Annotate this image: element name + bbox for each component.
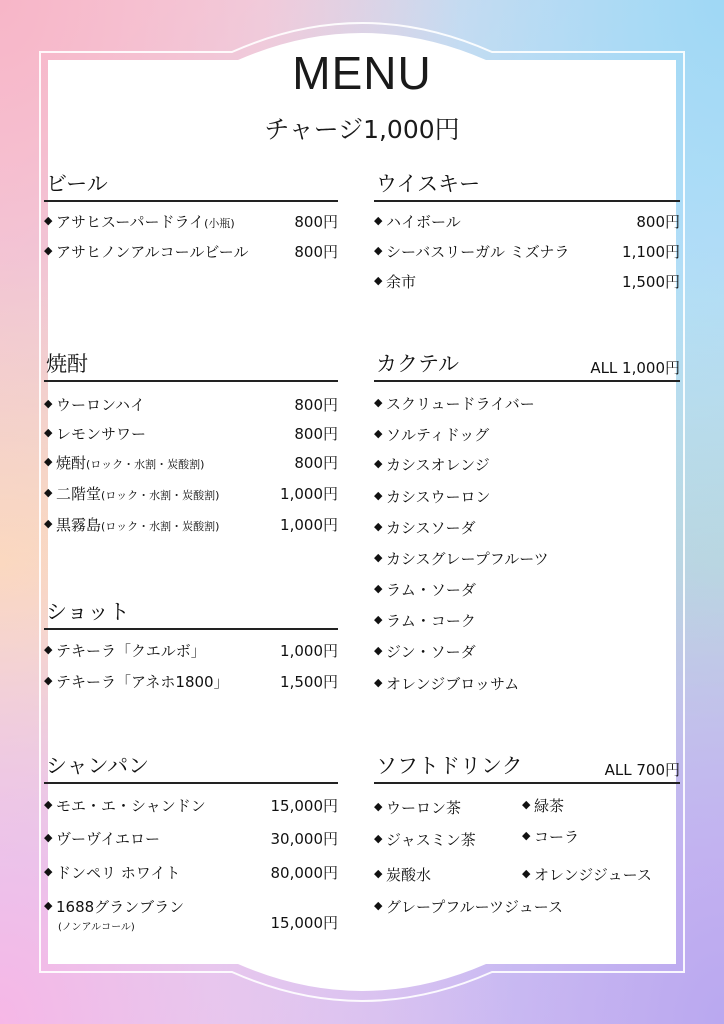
item-price: 1,000円 bbox=[280, 516, 338, 534]
section-header bbox=[374, 166, 680, 202]
item-price: 800円 bbox=[294, 425, 338, 443]
section-title: ウイスキー bbox=[376, 172, 481, 196]
item-name: ドンペリ ホワイト bbox=[56, 864, 181, 882]
section-whisky bbox=[374, 166, 680, 306]
section-header bbox=[44, 748, 338, 784]
list-item bbox=[374, 797, 514, 821]
bullet-icon: ◆ bbox=[44, 643, 53, 656]
item-price: 800円 bbox=[294, 396, 338, 414]
list-item bbox=[374, 454, 680, 478]
item-price: 1,500円 bbox=[280, 673, 338, 691]
list-item bbox=[522, 826, 672, 850]
list-item bbox=[374, 673, 680, 697]
list-item bbox=[374, 517, 680, 541]
item-price: 800円 bbox=[636, 213, 680, 231]
bullet-icon: ◆ bbox=[44, 865, 53, 878]
list-item bbox=[374, 211, 680, 235]
section-champagne bbox=[44, 748, 338, 938]
section-price-note: ALL 1,000円 bbox=[590, 359, 680, 377]
list-item bbox=[44, 452, 338, 476]
section-title: ビール bbox=[46, 172, 108, 196]
item-name: ハイボール bbox=[386, 213, 461, 231]
section-title: 焼酎 bbox=[46, 352, 88, 376]
item-name: テキーラ「クエルボ」 bbox=[56, 642, 206, 660]
item-name: 1688グランブラン bbox=[56, 898, 185, 916]
bullet-icon: ◆ bbox=[44, 455, 53, 468]
item-name: アサヒスーパードライ(小瓶) bbox=[56, 213, 235, 231]
bullet-icon: ◆ bbox=[44, 244, 53, 257]
list-item bbox=[374, 829, 514, 853]
item-name: ジャスミン茶 bbox=[386, 831, 476, 849]
item-name: カシスウーロン bbox=[386, 488, 491, 506]
list-item bbox=[374, 271, 680, 295]
bullet-icon: ◆ bbox=[522, 867, 531, 880]
bullet-icon: ◆ bbox=[522, 798, 531, 811]
item-price: 800円 bbox=[294, 213, 338, 231]
item-subnote: (ノンアルコール) bbox=[58, 922, 135, 933]
item-name: カシスグレープフルーツ bbox=[386, 550, 549, 568]
bullet-icon: ◆ bbox=[374, 613, 383, 626]
section-header bbox=[374, 346, 680, 382]
item-name: オレンジブロッサム bbox=[386, 675, 520, 693]
list-item bbox=[374, 486, 680, 510]
list-item bbox=[44, 483, 338, 507]
bullet-icon: ◆ bbox=[374, 427, 383, 440]
item-name: ウーロン茶 bbox=[386, 799, 462, 817]
item-price: 15,000円 bbox=[270, 914, 338, 932]
section-title: ソフトドリンク bbox=[376, 754, 523, 778]
bullet-icon: ◆ bbox=[374, 676, 383, 689]
bullet-icon: ◆ bbox=[374, 489, 383, 502]
list-item bbox=[374, 424, 680, 448]
list-item bbox=[44, 671, 338, 695]
list-item bbox=[44, 862, 338, 886]
item-name: ソルティドッグ bbox=[386, 426, 490, 444]
section-title: ショット bbox=[46, 600, 130, 624]
list-item bbox=[44, 795, 338, 819]
bullet-icon: ◆ bbox=[374, 214, 383, 227]
bullet-icon: ◆ bbox=[374, 582, 383, 595]
section-header bbox=[44, 594, 338, 630]
list-item bbox=[44, 514, 338, 538]
section-cocktail bbox=[374, 346, 680, 706]
bullet-icon: ◆ bbox=[44, 397, 53, 410]
item-price: 80,000円 bbox=[270, 864, 338, 882]
list-item bbox=[44, 211, 338, 235]
item-name: テキーラ「アネホ1800」 bbox=[56, 673, 229, 691]
item-name: シーバスリーガル ミズナラ bbox=[386, 243, 570, 261]
item-price: 1,100円 bbox=[622, 243, 680, 261]
item-name: 焼酎(ロック・水割・炭酸割) bbox=[56, 454, 205, 472]
item-name: ラム・ソーダ bbox=[386, 581, 476, 599]
section-price-note: ALL 700円 bbox=[604, 761, 680, 779]
section-header bbox=[44, 166, 338, 202]
item-name: アサヒノンアルコールビール bbox=[56, 243, 249, 261]
bullet-icon: ◆ bbox=[374, 551, 383, 564]
bullet-icon: ◆ bbox=[374, 396, 383, 409]
list-item bbox=[374, 579, 680, 603]
item-name: ウーロンハイ bbox=[56, 396, 145, 414]
section-softdrink bbox=[374, 748, 680, 928]
bullet-icon: ◆ bbox=[44, 517, 53, 530]
item-price: 800円 bbox=[294, 454, 338, 472]
list-item bbox=[374, 864, 514, 888]
bullet-icon: ◆ bbox=[374, 867, 383, 880]
bullet-icon: ◆ bbox=[44, 486, 53, 499]
section-header bbox=[374, 748, 680, 784]
section-beer bbox=[44, 166, 338, 276]
bullet-icon: ◆ bbox=[374, 832, 383, 845]
item-price: 1,000円 bbox=[280, 485, 338, 503]
charge-text: チャージ1,000円 bbox=[264, 115, 460, 144]
list-item bbox=[374, 548, 680, 572]
item-name: オレンジジュース bbox=[534, 866, 652, 884]
item-price: 15,000円 bbox=[270, 797, 338, 815]
list-item bbox=[44, 640, 338, 664]
bullet-icon: ◆ bbox=[44, 214, 53, 227]
item-name: 余市 bbox=[386, 273, 417, 291]
list-item bbox=[374, 641, 680, 665]
item-name: モエ・エ・シャンドン bbox=[56, 797, 206, 815]
list-item bbox=[522, 864, 680, 888]
item-price: 1,000円 bbox=[280, 642, 338, 660]
item-name: スクリュードライバー bbox=[386, 395, 535, 413]
item-name: カシスオレンジ bbox=[386, 456, 490, 474]
bullet-icon: ◆ bbox=[522, 829, 531, 842]
item-name: 緑茶 bbox=[534, 797, 565, 815]
bullet-icon: ◆ bbox=[374, 899, 383, 912]
bullet-icon: ◆ bbox=[44, 674, 53, 687]
item-name: ジン・ソーダ bbox=[386, 643, 476, 661]
bullet-icon: ◆ bbox=[374, 520, 383, 533]
item-name: カシスソーダ bbox=[386, 519, 476, 537]
list-item bbox=[522, 795, 672, 819]
bullet-icon: ◆ bbox=[44, 798, 53, 811]
section-title: シャンパン bbox=[46, 754, 150, 778]
list-item bbox=[44, 423, 338, 447]
section-shochu bbox=[44, 346, 338, 546]
bullet-icon: ◆ bbox=[374, 800, 383, 813]
list-item bbox=[44, 896, 338, 936]
bullet-icon: ◆ bbox=[374, 274, 383, 287]
list-item bbox=[374, 610, 680, 634]
item-price: 1,500円 bbox=[622, 273, 680, 291]
section-shot bbox=[44, 594, 338, 704]
item-name: 炭酸水 bbox=[386, 866, 432, 884]
item-name: ヴーヴイエロー bbox=[56, 830, 160, 848]
bullet-icon: ◆ bbox=[44, 899, 53, 912]
list-item bbox=[374, 393, 680, 417]
bullet-icon: ◆ bbox=[374, 457, 383, 470]
section-header bbox=[44, 346, 338, 382]
list-item bbox=[374, 896, 680, 920]
bullet-icon: ◆ bbox=[374, 244, 383, 257]
item-price: 800円 bbox=[294, 243, 338, 261]
list-item bbox=[44, 394, 338, 418]
item-name: グレープフルーツジュース bbox=[386, 898, 564, 916]
item-name: 二階堂(ロック・水割・炭酸割) bbox=[56, 485, 220, 503]
bullet-icon: ◆ bbox=[374, 644, 383, 657]
list-item bbox=[44, 828, 338, 852]
list-item bbox=[44, 241, 338, 265]
list-item bbox=[374, 241, 680, 265]
bullet-icon: ◆ bbox=[44, 426, 53, 439]
menu-title: MENU bbox=[292, 47, 432, 99]
item-price: 30,000円 bbox=[270, 830, 338, 848]
item-name: ラム・コーク bbox=[386, 612, 476, 630]
section-title: カクテル bbox=[376, 352, 459, 376]
item-name: 黒霧島(ロック・水割・炭酸割) bbox=[56, 516, 220, 534]
item-name: コーラ bbox=[534, 828, 580, 846]
bullet-icon: ◆ bbox=[44, 831, 53, 844]
item-name: レモンサワー bbox=[56, 425, 147, 443]
